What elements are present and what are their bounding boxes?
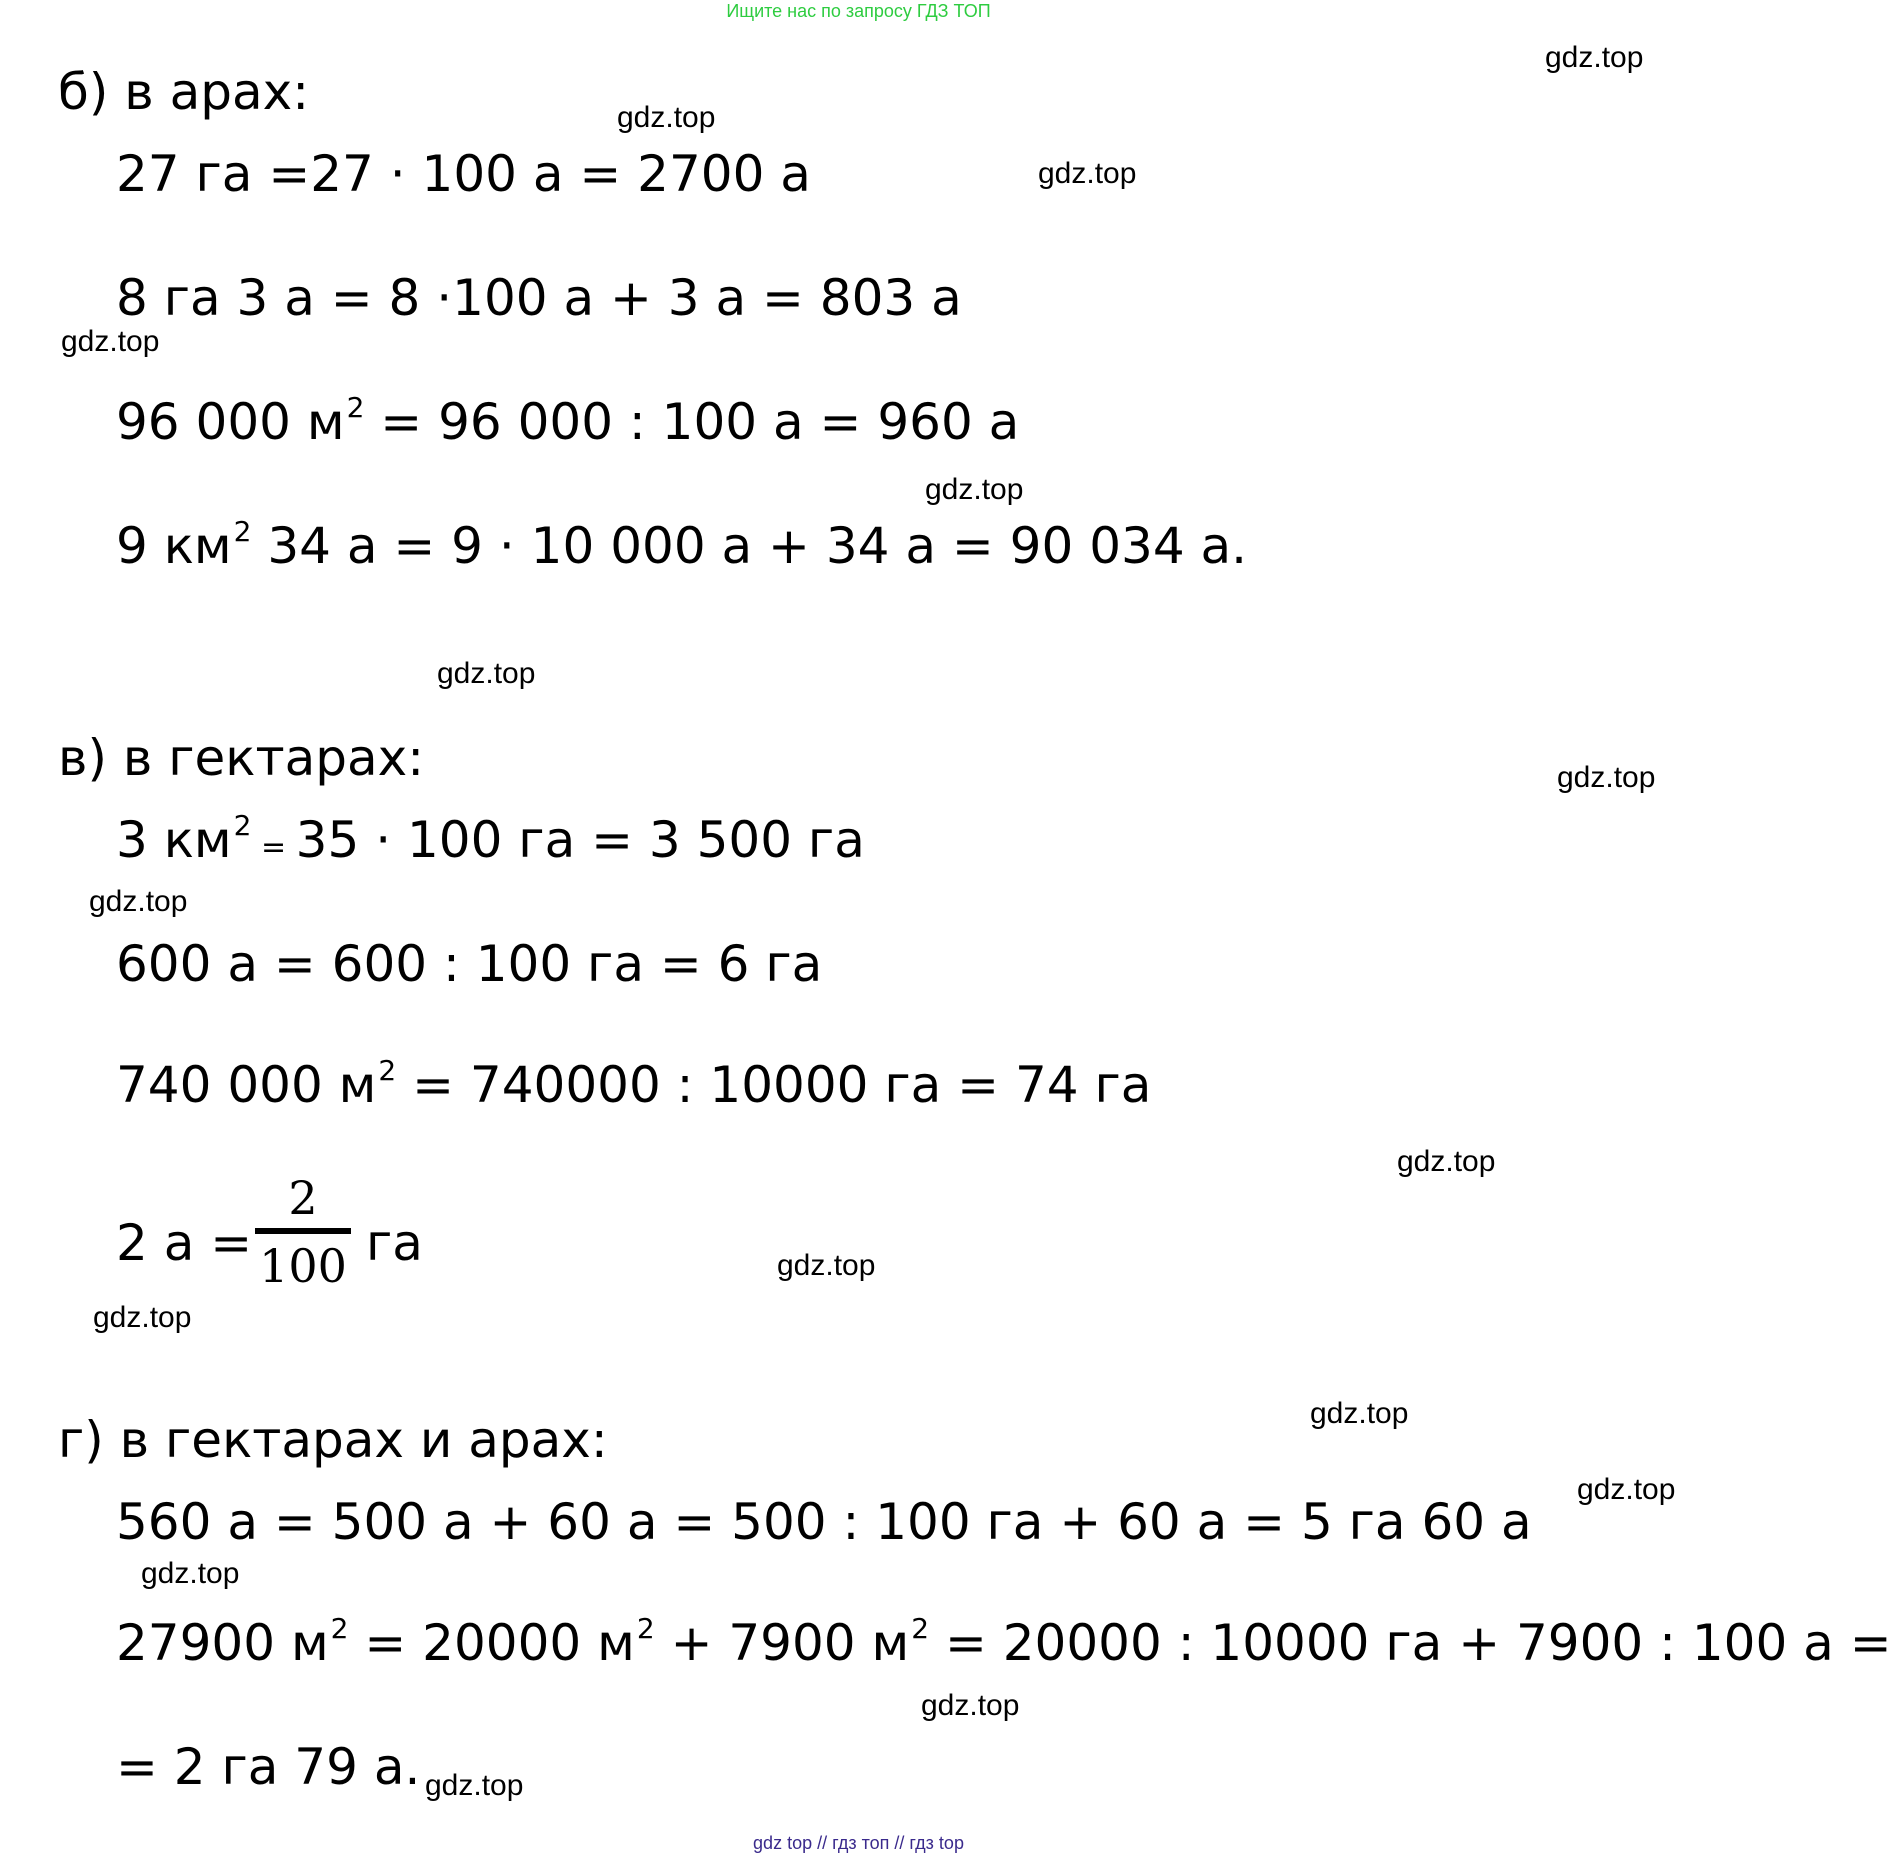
section-v-heading: в) в гектарах: [58,729,425,787]
watermark: gdz.top [1557,761,1656,794]
watermark: gdz.top [617,101,716,134]
section-v-line-1-lhs: 3 км [116,811,232,869]
watermark: gdz.top [921,1689,1020,1722]
fraction [255,1172,351,1292]
section-b-line-4-rhs: 34 а = 9 · 10 000 а + 34 а = 90 034 а. [251,517,1248,575]
section-v-line-2: 600 а = 600 : 100 га = 6 га [116,935,823,993]
watermark: gdz.top [61,325,160,358]
footer-links: gdz top // гдз топ // гдз top [753,1833,964,1853]
section-b-line-2: 8 га 3 а = 8 ·100 а + 3 а = 803 а [116,269,962,327]
watermark: gdz.top [1545,41,1644,74]
section-v-line-3-rhs: = 740000 : 10000 га = 74 га [396,1056,1152,1114]
section-b-line-3-exponent: 2 [346,391,365,424]
section-v-line-3-lhs: 740 000 м [116,1056,377,1114]
section-g-line-2-part-b: = 20000 м [348,1614,635,1672]
watermark: gdz.top [437,657,536,690]
section-g-line-1: 560 а = 500 а + 60 а = 500 : 100 га + 60 а = 5 га 60 а [116,1493,1532,1551]
section-g-line-3: = 2 га 79 а. [116,1738,421,1796]
section-g-line-2-part-d: = 20000 : 10000 га + 7900 : 100 а = [929,1614,1892,1672]
section-g-line-2-part-c: + 7900 м [654,1614,910,1672]
section-b-line-3 [116,392,1019,460]
fraction-numerator: 2 [288,1171,318,1225]
section-b-line-1: 27 га =27 · 100 а = 2700 а [116,145,811,203]
section-v-line-3 [116,1055,1151,1123]
watermark: gdz.top [777,1249,876,1282]
section-v-line-1-equals: = [251,830,296,865]
top-banner: Ищите нас по запросу ГДЗ ТОП [726,1,991,21]
section-b-line-3-rhs: = 96 000 : 100 а = 960 а [364,393,1020,451]
fraction-bar [255,1228,351,1234]
section-v-line-1-exponent: 2 [233,809,252,842]
section-g-line-2-exponent-3: 2 [911,1612,930,1645]
section-v-line-4-unit: га [366,1214,423,1272]
section-v-line-1-rhs: 35 · 100 га = 3 500 га [295,811,865,869]
section-g-line-2 [116,1613,1892,1681]
section-b-line-3-lhs: 96 000 м [116,393,345,451]
section-v-line-4-lhs: 2 а = [116,1214,253,1272]
section-v-line-3-exponent: 2 [378,1054,397,1087]
watermark: gdz.top [1310,1397,1409,1430]
section-g-line-2-exponent-2: 2 [636,1612,655,1645]
watermark: gdz.top [1397,1145,1496,1178]
watermark: gdz.top [1038,157,1137,190]
section-b-line-4-lhs: 9 км [116,517,232,575]
watermark: gdz.top [141,1557,240,1590]
section-b-line-4 [116,516,1247,584]
section-b-heading: б) в арах: [58,63,310,121]
section-g-line-2-exponent-1: 2 [330,1612,349,1645]
section-b-line-4-exponent: 2 [233,515,252,548]
section-g-heading: г) в гектарах и арах: [58,1411,608,1469]
watermark: gdz.top [89,885,188,918]
watermark: gdz.top [1577,1473,1676,1506]
watermark: gdz.top [425,1769,524,1802]
watermark: gdz.top [93,1301,192,1334]
watermark: gdz.top [925,473,1024,506]
fraction-denominator: 100 [259,1239,347,1293]
section-v-line-1 [116,810,865,878]
section-g-line-2-part-a: 27900 м [116,1614,329,1672]
